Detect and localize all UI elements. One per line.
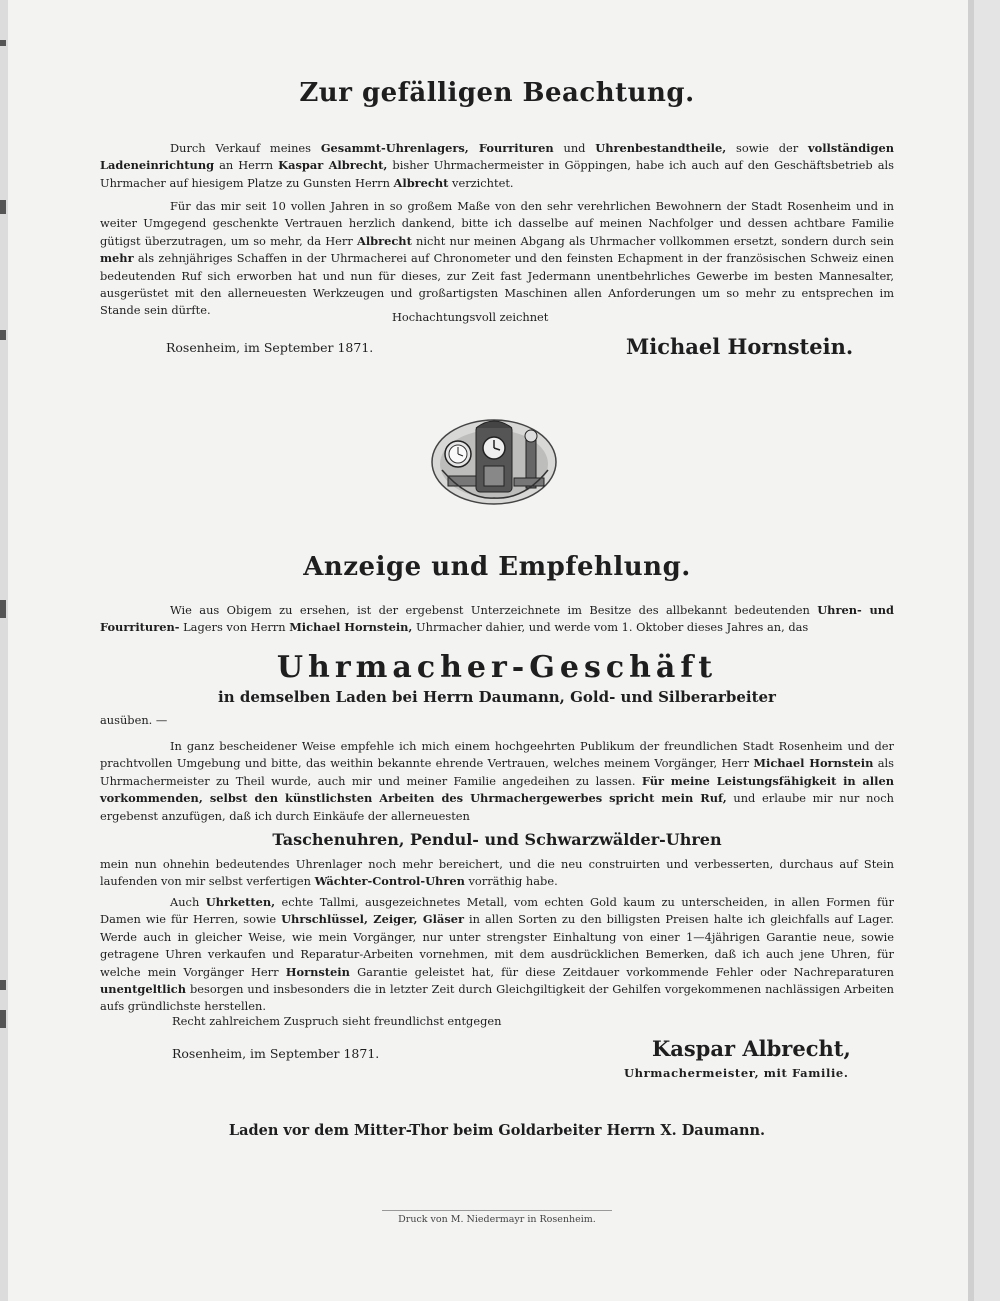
bold-text: Kaspar Albrecht, (278, 158, 388, 173)
ad-signature-title: Uhrmachermeister, mit Familie. (624, 1066, 849, 1080)
watch-types-heading: Taschenuhren, Pendul- und Schwarzwälder-Uhren (272, 830, 722, 849)
ad-signature: Kaspar Albrecht, (652, 1036, 851, 1061)
business-heading: Uhrmacher-Geschäft (276, 650, 718, 685)
ad-place-date: Rosenheim, im September 1871. (172, 1046, 380, 1061)
text: und (553, 141, 596, 155)
text: besorgen und insbesonders die in letzter Zeit durch Gleichgiltigkeit der Gehilfen vorgekommenen nachlässigen Arbeiten aufs gründlichste herstellen. (100, 982, 894, 1014)
business-subheading: in demselben Laden bei Herrn Daumann, Gold- und Silberarbeiter (218, 688, 776, 706)
shop-location-line: Laden vor dem Mitter-Thor beim Goldarbeiter Herrn X. Daumann. (228, 1122, 766, 1139)
bold-text: Für meine Leistungsfähigkeit in allen vorkommenden, selbst den künstlichsten Arbeiten des Uhrmachergewerbes spricht mein Ruf, (100, 773, 894, 806)
text: Durch Verkauf meines (170, 141, 321, 155)
notice-title: Zur gefälligen Beachtung. (299, 78, 695, 108)
text: Lagers von Herrn (179, 620, 290, 635)
text: in allen Sorten zu den billigsten Preisen halte ich gleichfalls auf Lager. Werde auch in gleicher Weise, wie mein Vorgänger, nur unter strengster Einhaltung von einer 1—4jährigen Garantie neue, sowie getragene Uhren verkaufen und Reparatur-Arbeiten vornehmen, mit dem ausdrücklichen Bemerken, daß ich auch jene Uhren, für welche mein Vorgänger Herr (100, 912, 894, 979)
text: Auch (170, 895, 206, 909)
notice-place-date: Rosenheim, im September 1871. (166, 340, 374, 355)
printer-imprint: Druck von M. Niedermayr in Rosenheim. (398, 1214, 596, 1225)
scan-margin (974, 0, 1000, 1301)
left-margin-strip (0, 0, 8, 1301)
text: Uhrmacher dahier, und werde vom 1. Oktober dieses Jahres an, das (412, 620, 809, 635)
text: Garantie geleistet hat, für diese Zeitdauer vorkommende Fehler oder Nachreparaturen (349, 964, 894, 979)
clock-vignette-icon (428, 412, 560, 508)
text: sowie der (726, 141, 808, 155)
text: als Uhrmachermeister zu Theil wurde, auch mir und meiner Familie angedeihen zu lassen. (100, 756, 894, 788)
bold-text: Michael Hornstein, (289, 620, 413, 635)
printer-divider (382, 1210, 612, 1211)
text: bisher Uhrmachermeister in Göppingen, habe ich auch auf den Geschäftsbetrieb als Uhrmacher auf hiesigem Platze zu Gunsten Herrn (100, 158, 895, 190)
bold-text: Hornstein (285, 964, 350, 979)
notice-paragraph-1 (100, 140, 894, 192)
text: an Herrn (214, 158, 279, 173)
text: und erlaube mir nur noch ergebenst anzufügen, daß ich durch Einkäufe der allerneuesten (100, 791, 894, 823)
ad-title: Anzeige und Empfehlung. (303, 552, 691, 582)
bold-text: Michael Hornstein (753, 756, 874, 771)
bold-text: unentgeltlich (100, 982, 187, 997)
bold-text: vollständigen Ladeneinrichtung (100, 141, 894, 173)
bold-text: Albrecht (356, 233, 412, 248)
bold-text: Gesammt-Uhrenlagers, Fourrituren (320, 141, 554, 155)
text: vorräthig habe. (464, 874, 558, 889)
text: als zehnjähriges Schaffen in der Uhrmacherei auf Chronometer und den feinsten Echapment in der französischen Schweiz einen bedeutenden Ruf sich erworben hat und nun für dieses, zur Zeit fast Jedermann unentbehrliches Gewerbe im besten Mannesalter, ausgerüstet mit den allerneuesten Werkzeugen und großartigsten Maschinen allen Anforderungen um so mehr zu entsprechen im Stande sein dürfte. (100, 251, 894, 318)
text: nicht nur meinen Abgang als Uhrmacher vollkommen ersetzt, sondern durch sein (411, 233, 894, 248)
bold-text: Wächter-Control-Uhren (314, 874, 465, 889)
bold-text: Uhrschlüssel, Zeiger, Gläser (281, 912, 464, 927)
bold-text: mehr (100, 251, 134, 266)
text: In ganz bescheidener Weise empfehle ich mich einem hochgeehrten Publikum der freundlichen Stadt Rosenheim und der prachtvollen Umgebung und bitte, das weithin bekannte ehrende Vertrauen, welches meinem Vorgänger, Herr (100, 739, 894, 771)
ad-paragraph-4 (100, 894, 894, 1016)
notice-signature: Michael Hornstein. (626, 334, 854, 359)
ad-paragraph-3 (100, 856, 894, 891)
text: Für das mir seit 10 vollen Jahren in so großem Maße von den sehr verehrlichen Bewohnern der Stadt Rosenheim und in weiter Umgegend geschenkte Vertrauen herzlich dankend, bitte ich dasselbe auf meinen Nachfolger und dessen achtbare Familie gütigst überzutragen, um so mehr, da Herr (100, 199, 894, 248)
bold-text: Albrecht (393, 175, 449, 190)
notice-paragraph-2 (100, 198, 894, 320)
ad-paragraph-2 (100, 738, 894, 825)
text: mein nun ohnehin bedeutendes Uhrenlager noch mehr bereichert, und die neu construirten und verbesserten, durchaus auf Stein laufenden von mir selbst verfertigen (100, 857, 894, 889)
text: verzichtet. (448, 175, 514, 190)
text: Wie aus Obigem zu ersehen, ist der ergebenst Unterzeichnete im Besitze des allbekannt bedeutenden (170, 603, 818, 617)
bold-text: Uhrenbestandtheile, (595, 141, 727, 155)
ad-ausueben: ausüben. — (100, 713, 168, 727)
notice-closing: Hochachtungsvoll zeichnet (392, 310, 549, 324)
text: echte Tallmi, ausgezeichnetes Metall, vom echten Gold kaum zu unterscheiden, in allen Formen für Damen wie für Herren, sowie (100, 895, 894, 927)
ad-closing: Recht zahlreichem Zuspruch sieht freundlichst entgegen (172, 1014, 502, 1028)
bold-text: Uhrketten, (205, 895, 276, 909)
ad-paragraph-1 (100, 602, 894, 637)
bold-text: Uhren- und Fourrituren- (100, 603, 894, 635)
